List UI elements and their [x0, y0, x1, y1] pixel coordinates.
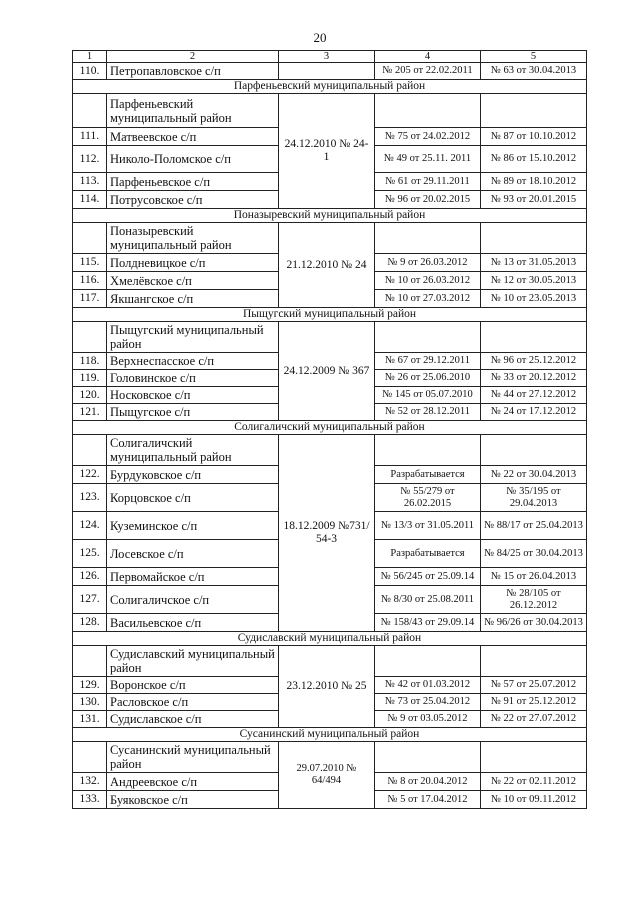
col4-cell: № 56/245 от 25.09.14: [375, 568, 481, 586]
col4-cell: № 145 от 05.07.2010: [375, 387, 481, 404]
section-title: Пыщугский муниципальный район: [73, 308, 587, 322]
row-number: 116.: [73, 272, 107, 290]
district-row: [73, 646, 587, 677]
col5-cell: № 15 от 26.04.2013: [481, 568, 587, 586]
col5-cell: № 24 от 17.12.2012: [481, 404, 587, 421]
col4-cell: № 52 от 28.12.2011: [375, 404, 481, 421]
col5-cell: № 93 от 20.01.2015: [481, 191, 587, 209]
row-number: 132.: [73, 773, 107, 791]
row-number: 120.: [73, 387, 107, 404]
column-header: 4: [375, 51, 481, 63]
row-number: 114.: [73, 191, 107, 209]
col5-cell: № 63 от 30.04.2013: [481, 63, 587, 80]
col4-cell: Разрабатывается: [375, 466, 481, 484]
district-name: Сусанинский муниципальный район: [107, 742, 279, 773]
row-number: 125.: [73, 540, 107, 568]
section-header: [73, 80, 587, 94]
column-header: 1: [73, 51, 107, 63]
col4-cell: № 73 от 25.04.2012: [375, 694, 481, 711]
section-header: [73, 209, 587, 223]
decision-cell: 21.12.2010 № 24: [279, 223, 375, 308]
municipal-plans-table: [72, 50, 587, 809]
col5-cell: № 22 от 27.07.2012: [481, 711, 587, 728]
settlement-name: Расловское с/п: [107, 694, 279, 711]
settlement-name: Якшангское с/п: [107, 290, 279, 308]
col5-cell: № 28/105 от 26.12.2012: [481, 586, 587, 614]
col4-cell: № 55/279 от 26.02.2015: [375, 484, 481, 512]
district-row: [73, 435, 587, 466]
settlement-name: Матвеевское с/п: [107, 128, 279, 146]
district-name: Пыщугский муниципальный район: [107, 322, 279, 353]
col5-cell: № 10 от 23.05.2013: [481, 290, 587, 308]
decision-cell: 24.12.2009 № 367: [279, 322, 375, 421]
row-number: 115.: [73, 254, 107, 272]
settlement-name: Парфеньевское с/п: [107, 173, 279, 191]
row-number: 128.: [73, 614, 107, 632]
decision-cell: 18.12.2009 №731/ 54-3: [279, 435, 375, 632]
district-row: [73, 322, 587, 353]
section-header: [73, 632, 587, 646]
row-number: 121.: [73, 404, 107, 421]
col4-cell: Разрабатывается: [375, 540, 481, 568]
settlement-name: Судиславское с/п: [107, 711, 279, 728]
page-number: 20: [313, 30, 327, 45]
col4-cell: № 96 от 20.02.2015: [375, 191, 481, 209]
col5-cell: № 89 от 18.10.2012: [481, 173, 587, 191]
section-title: Парфеньевский муниципальный район: [73, 80, 587, 94]
district-name: Поназыревский муниципальный район: [107, 223, 279, 254]
col4-cell: № 61 от 29.11.2011: [375, 173, 481, 191]
settlement-name: Бурдуковское с/п: [107, 466, 279, 484]
section-title: Поназыревский муниципальный район: [73, 209, 587, 223]
col5-cell: № 12 от 30.05.2013: [481, 272, 587, 290]
row-number: 119.: [73, 370, 107, 387]
row-number: 118.: [73, 353, 107, 370]
row-number: 127.: [73, 586, 107, 614]
settlement-name: Корцовское с/п: [107, 484, 279, 512]
settlement-name: Пыщугское с/п: [107, 404, 279, 421]
col5-cell: № 86 от 15.10.2012: [481, 146, 587, 173]
col4-cell: № 26 от 25.06.2010: [375, 370, 481, 387]
column-header: 3: [279, 51, 375, 63]
settlement-name: Васильевское с/п: [107, 614, 279, 632]
row-number: 124.: [73, 512, 107, 540]
settlement-name: Николо-Поломское с/п: [107, 146, 279, 173]
settlement-name: Буяковское с/п: [107, 791, 279, 809]
column-headers: [73, 51, 587, 63]
settlement-name: Лосевское с/п: [107, 540, 279, 568]
row-number: 122.: [73, 466, 107, 484]
col5-cell: № 57 от 25.07.2012: [481, 677, 587, 694]
col4-cell: № 10 от 27.03.2012: [375, 290, 481, 308]
settlement-name: Носковское с/п: [107, 387, 279, 404]
col5-cell: № 87 от 10.10.2012: [481, 128, 587, 146]
col5-cell: № 96 от 25.12.2012: [481, 353, 587, 370]
decision-cell: 23.12.2010 № 25: [279, 646, 375, 728]
row-number: 133.: [73, 791, 107, 809]
col5-cell: № 91 от 25.12.2012: [481, 694, 587, 711]
decision-cell: 29.07.2010 № 64/494: [279, 742, 375, 809]
settlement-name: Андреевское с/п: [107, 773, 279, 791]
col5-cell: № 13 от 31.05.2013: [481, 254, 587, 272]
column-header: 5: [481, 51, 587, 63]
settlement-name: Хмелёвское с/п: [107, 272, 279, 290]
col5-cell: № 22 от 30.04.2013: [481, 466, 587, 484]
settlement-name: Полдневицкое с/п: [107, 254, 279, 272]
settlement-name: Куземинское с/п: [107, 512, 279, 540]
section-header: [73, 728, 587, 742]
row-number: 126.: [73, 568, 107, 586]
col4-cell: № 10 от 26.03.2012: [375, 272, 481, 290]
section-title: Солигаличский муниципальный район: [73, 421, 587, 435]
col4-cell: № 9 от 26.03.2012: [375, 254, 481, 272]
row-number: 117.: [73, 290, 107, 308]
settlement-name: Петропавловское с/п: [107, 63, 279, 80]
row-number: 112.: [73, 146, 107, 173]
column-header: 2: [107, 51, 279, 63]
settlement-name: Воронское с/п: [107, 677, 279, 694]
section-header: [73, 308, 587, 322]
row-number: 113.: [73, 173, 107, 191]
col4-cell: № 67 от 29.12.2011: [375, 353, 481, 370]
row-number: 130.: [73, 694, 107, 711]
section-title: Судиславский муниципальный район: [73, 632, 587, 646]
col4-cell: № 49 от 25.11. 2011: [375, 146, 481, 173]
col4-cell: № 75 от 24.02.2012: [375, 128, 481, 146]
col5-cell: № 96/26 от 30.04.2013: [481, 614, 587, 632]
col5-cell: № 33 от 20.12.2012: [481, 370, 587, 387]
col4-cell: № 205 от 22.02.2011: [375, 63, 481, 80]
col5-cell: № 84/25 от 30.04.2013: [481, 540, 587, 568]
col4-cell: № 9 от 03.05.2012: [375, 711, 481, 728]
col4-cell: № 8/30 от 25.08.2011: [375, 586, 481, 614]
district-row: [73, 223, 587, 254]
decision-cell: [279, 63, 375, 80]
col4-cell: № 13/3 от 31.05.2011: [375, 512, 481, 540]
district-name: Солигаличский муниципальный район: [107, 435, 279, 466]
col4-cell: № 5 от 17.04.2012: [375, 791, 481, 809]
district-name: Парфеньевский муниципальный район: [107, 94, 279, 128]
col5-cell: № 88/17 от 25.04.2013: [481, 512, 587, 540]
col4-cell: № 42 от 01.03.2012: [375, 677, 481, 694]
decision-cell: 24.12.2010 № 24-1: [279, 94, 375, 209]
col5-cell: № 44 от 27.12.2012: [481, 387, 587, 404]
district-name: Судиславский муниципальный район: [107, 646, 279, 677]
col5-cell: № 35/195 от 29.04.2013: [481, 484, 587, 512]
section-title: Сусанинский муниципальный район: [73, 728, 587, 742]
col4-cell: № 8 от 20.04.2012: [375, 773, 481, 791]
row-number: 131.: [73, 711, 107, 728]
row-number: 129.: [73, 677, 107, 694]
col4-cell: № 158/43 от 29.09.14: [375, 614, 481, 632]
col5-cell: № 10 от 09.11.2012: [481, 791, 587, 809]
settlement-name: Верхнеспасское с/п: [107, 353, 279, 370]
settlement-name: Солигаличское с/п: [107, 586, 279, 614]
settlement-name: Потрусовское с/п: [107, 191, 279, 209]
row-number: 111.: [73, 128, 107, 146]
row-number: 123.: [73, 484, 107, 512]
district-row: [73, 94, 587, 128]
col5-cell: № 22 от 02.11.2012: [481, 773, 587, 791]
section-header: [73, 421, 587, 435]
table-row: [73, 63, 587, 80]
settlement-name: Первомайское с/п: [107, 568, 279, 586]
district-row: [73, 742, 587, 773]
settlement-name: Головинское с/п: [107, 370, 279, 387]
row-number: 110.: [73, 63, 107, 80]
